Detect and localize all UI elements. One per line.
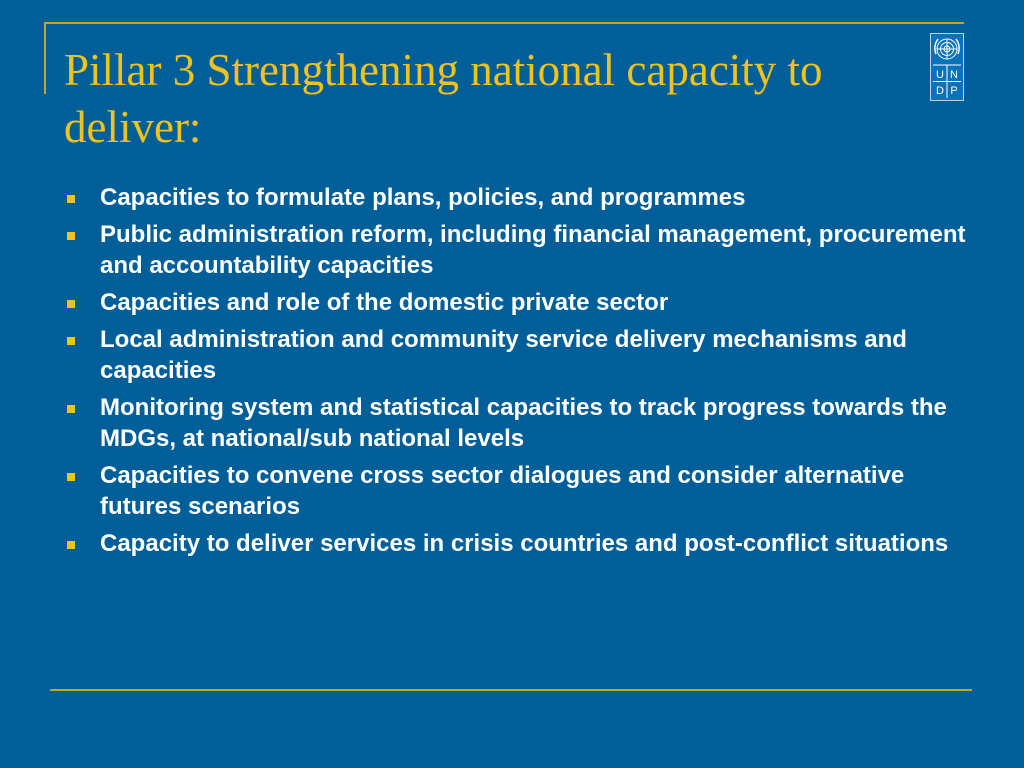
bullet-text: Monitoring system and statistical capacities to track progress towards the MDGs, at national/sub national levels <box>100 394 947 452</box>
bullet-text: Capacities to convene cross sector dialogues and consider alternative futures scenarios <box>100 462 905 520</box>
bullet-item <box>66 460 986 522</box>
bullet-text: Capacities to formulate plans, policies, and programmes <box>100 184 746 211</box>
logo-letter-n: N <box>950 69 958 81</box>
title-frame-top-rule <box>44 22 964 24</box>
undp-logo <box>930 33 964 101</box>
bullet-text: Local administration and community service delivery mechanisms and capacities <box>100 326 907 384</box>
square-bullet-icon <box>67 541 75 549</box>
bullet-text: Public administration reform, including financial management, procurement and accountability capacities <box>100 221 966 279</box>
bullet-text: Capacity to deliver services in crisis countries and post-conflict situations <box>100 530 949 557</box>
square-bullet-icon <box>67 232 75 240</box>
square-bullet-icon <box>67 337 75 345</box>
square-bullet-icon <box>67 405 75 413</box>
un-emblem-icon <box>931 34 963 100</box>
logo-letter-p: P <box>950 85 958 97</box>
bottom-rule <box>50 689 972 691</box>
bullet-item <box>66 324 986 386</box>
logo-letter-u: U <box>936 69 944 81</box>
bullet-item <box>66 219 986 281</box>
bullet-text: Capacities and role of the domestic private sector <box>100 289 669 316</box>
title-frame-left-rule <box>44 22 46 94</box>
square-bullet-icon <box>67 473 75 481</box>
logo-letter-d: D <box>936 85 944 97</box>
bullet-list <box>66 182 986 565</box>
bullet-item <box>66 287 986 318</box>
square-bullet-icon <box>67 195 75 203</box>
bullet-item <box>66 182 986 213</box>
slide-title: Pillar 3 Strengthening national capacity to deliver: <box>64 45 823 152</box>
bullet-item <box>66 392 986 454</box>
bullet-item <box>66 528 986 559</box>
square-bullet-icon <box>67 300 75 308</box>
